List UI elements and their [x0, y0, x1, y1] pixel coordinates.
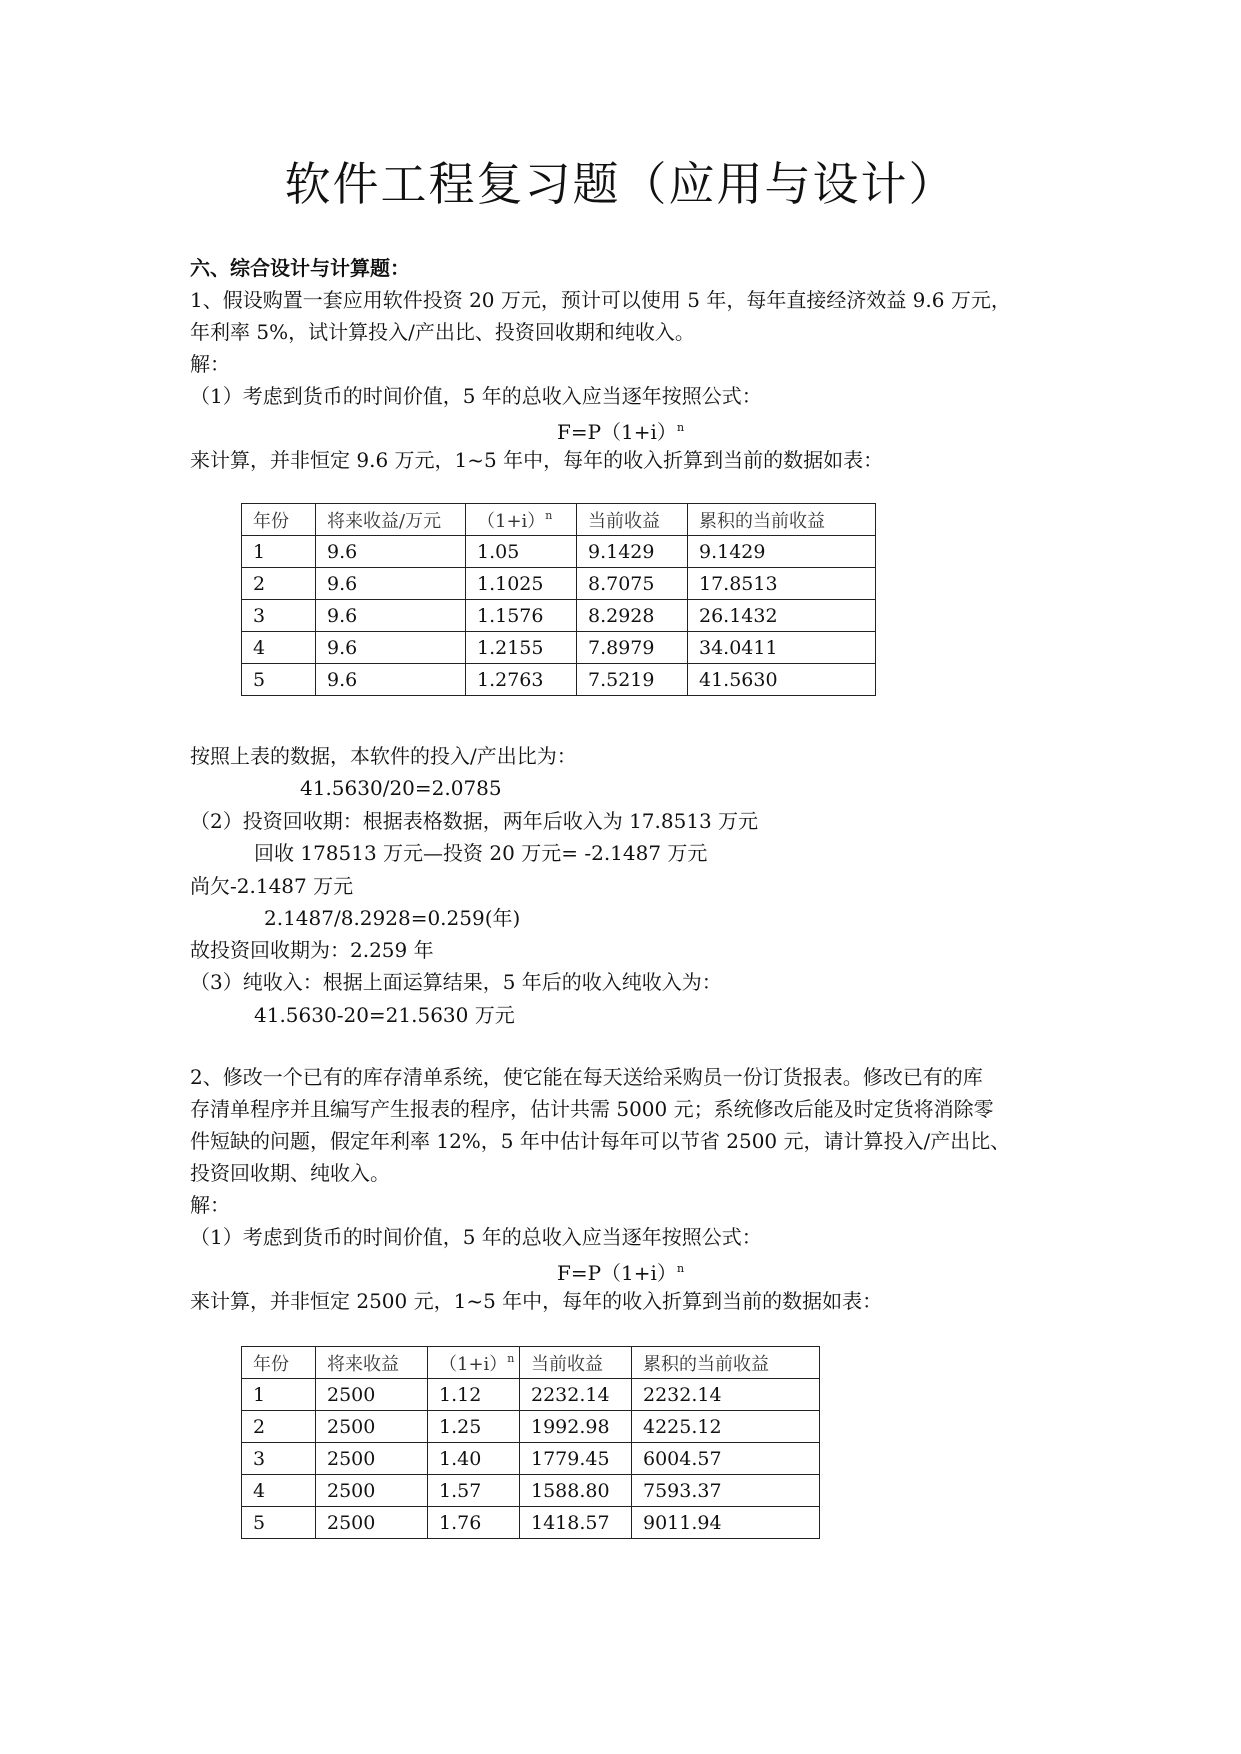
table-cell: 34.0411	[688, 632, 876, 664]
table-cell: 5	[242, 664, 316, 696]
header-cell: 将来收益	[316, 1347, 428, 1379]
table-cell: 1588.80	[520, 1475, 632, 1507]
q2-after-formula: 来计算，并非恒定 2500 元，1~5 年中，每年的收入折算到当前的数据如表：	[190, 1289, 883, 1313]
table-header-row	[242, 1347, 820, 1379]
table-cell: 9.1429	[688, 536, 876, 568]
q1-net-calc: 41.5630-20=21.5630 万元	[254, 1003, 515, 1027]
table-cell: 26.1432	[688, 600, 876, 632]
q1-ratio-intro: 按照上表的数据，本软件的投入/产出比为：	[190, 744, 577, 768]
table-cell: 4225.12	[632, 1411, 820, 1443]
table-row	[242, 1475, 820, 1507]
table-cell: 1.1576	[466, 600, 577, 632]
table-cell: 2232.14	[632, 1379, 820, 1411]
table-cell: 2	[242, 1411, 316, 1443]
table-cell: 1	[242, 1379, 316, 1411]
q2-line-1: 2、修改一个已有的库存清单系统，使它能在每天送给采购员一份订货报表。修改已有的库	[190, 1065, 983, 1089]
table-row	[242, 1411, 820, 1443]
q1-payback: 故投资回收期为：2.259 年	[190, 938, 434, 962]
header-cell-text: （1+i）	[477, 510, 546, 532]
table-cell: 9.6	[316, 568, 466, 600]
table-cell: 7.5219	[577, 664, 688, 696]
table-cell: 9.1429	[577, 536, 688, 568]
header-sup: n	[545, 508, 553, 522]
table-row	[242, 1443, 820, 1475]
table-cell: 2500	[316, 1507, 428, 1539]
table-cell: 1.57	[428, 1475, 520, 1507]
table-cell: 1418.57	[520, 1507, 632, 1539]
q2-line-4: 投资回收期、纯收入。	[190, 1161, 390, 1185]
table-cell: 8.2928	[577, 600, 688, 632]
table-header-row	[242, 504, 876, 536]
q1-remaining: 尚欠-2.1487 万元	[190, 874, 354, 898]
table-cell: 2500	[316, 1443, 428, 1475]
q2-step1: （1）考虑到货币的时间价值，5 年的总收入应当逐年按照公式：	[190, 1225, 762, 1249]
table-cell: 1.12	[428, 1379, 520, 1411]
table-cell: 5	[242, 1507, 316, 1539]
header-cell: 年份	[242, 504, 316, 536]
q1-after-formula: 来计算，并非恒定 9.6 万元，1~5 年中，每年的收入折算到当前的数据如表：	[190, 448, 884, 472]
q1-step1: （1）考虑到货币的时间价值，5 年的总收入应当逐年按照公式：	[190, 384, 762, 408]
q1-solution-label: 解：	[190, 352, 230, 376]
table-cell: 9.6	[316, 664, 466, 696]
table-cell: 9011.94	[632, 1507, 820, 1539]
q1-formula	[0, 412, 1241, 448]
header-cell: 当前收益	[520, 1347, 632, 1379]
header-sup: n	[507, 1351, 515, 1365]
q2-line-3: 件短缺的问题，假定年利率 12%，5 年中估计每年可以节省 2500 元，请计算投入/产出比、	[190, 1129, 1011, 1153]
table-cell: 1779.45	[520, 1443, 632, 1475]
table-cell: 9.6	[316, 632, 466, 664]
table-cell: 2	[242, 568, 316, 600]
table-cell: 3	[242, 1443, 316, 1475]
header-cell	[428, 1347, 520, 1379]
q2-formula	[0, 1253, 1241, 1289]
q1-line-1: 1、假设购置一套应用软件投资 20 万元，预计可以使用 5 年，每年直接经济效益 9.6 万元，	[190, 288, 1011, 312]
q1-ratio-calc: 41.5630/20=2.0785	[300, 776, 502, 800]
q1-fraction-calc: 2.1487/8.2928=0.259(年)	[264, 906, 521, 930]
table-cell: 6004.57	[632, 1443, 820, 1475]
table-cell: 3	[242, 600, 316, 632]
table-cell: 9.6	[316, 536, 466, 568]
table-cell: 41.5630	[688, 664, 876, 696]
header-cell	[466, 504, 577, 536]
table-cell: 1.76	[428, 1507, 520, 1539]
table-cell: 2500	[316, 1475, 428, 1507]
q2-table	[241, 1346, 820, 1539]
header-cell: 将来收益/万元	[316, 504, 466, 536]
table-row	[242, 1379, 820, 1411]
table-cell: 1.2763	[466, 664, 577, 696]
table-cell: 1.1025	[466, 568, 577, 600]
q1-step3: （3）纯收入：根据上面运算结果，5 年后的收入纯收入为：	[190, 970, 722, 994]
table-cell: 7593.37	[632, 1475, 820, 1507]
table-cell: 2232.14	[520, 1379, 632, 1411]
q1-formula-sup: n	[676, 421, 685, 434]
table-cell: 1.25	[428, 1411, 520, 1443]
table-row	[242, 600, 876, 632]
page-title: 软件工程复习题（应用与设计）	[284, 157, 957, 211]
section-heading: 六、综合设计与计算题：	[190, 256, 410, 280]
q1-step2-calc: 回收 178513 万元—投资 20 万元= -2.1487 万元	[254, 841, 708, 865]
table-cell: 8.7075	[577, 568, 688, 600]
table-cell: 9.6	[316, 600, 466, 632]
table-cell: 2500	[316, 1411, 428, 1443]
table-cell: 7.8979	[577, 632, 688, 664]
table-row	[242, 664, 876, 696]
table-cell: 1.40	[428, 1443, 520, 1475]
table-cell: 2500	[316, 1379, 428, 1411]
table-row	[242, 536, 876, 568]
table-cell: 1992.98	[520, 1411, 632, 1443]
table-cell: 1	[242, 536, 316, 568]
table-row	[242, 1507, 820, 1539]
table-row	[242, 632, 876, 664]
q1-table	[241, 503, 876, 696]
header-cell-text: （1+i）	[439, 1353, 508, 1375]
table-cell: 1.2155	[466, 632, 577, 664]
q2-formula-text: F=P（1+i）	[556, 1261, 677, 1285]
q2-formula-sup: n	[676, 1262, 685, 1275]
table-cell: 17.8513	[688, 568, 876, 600]
header-cell: 当前收益	[577, 504, 688, 536]
header-cell: 累积的当前收益	[688, 504, 876, 536]
table-cell: 4	[242, 1475, 316, 1507]
table-cell: 1.05	[466, 536, 577, 568]
q2-solution-label: 解：	[190, 1193, 230, 1217]
q1-step2: （2）投资回收期：根据表格数据，两年后收入为 17.8513 万元	[190, 809, 759, 833]
header-cell: 年份	[242, 1347, 316, 1379]
table-cell: 4	[242, 632, 316, 664]
table-row	[242, 568, 876, 600]
q2-line-2: 存清单程序并且编写产生报表的程序，估计共需 5000 元；系统修改后能及时定货将消除零	[190, 1097, 994, 1121]
q1-line-2: 年利率 5%，试计算投入/产出比、投资回收期和纯收入。	[190, 320, 695, 344]
header-cell: 累积的当前收益	[632, 1347, 820, 1379]
q1-formula-text: F=P（1+i）	[556, 420, 677, 444]
